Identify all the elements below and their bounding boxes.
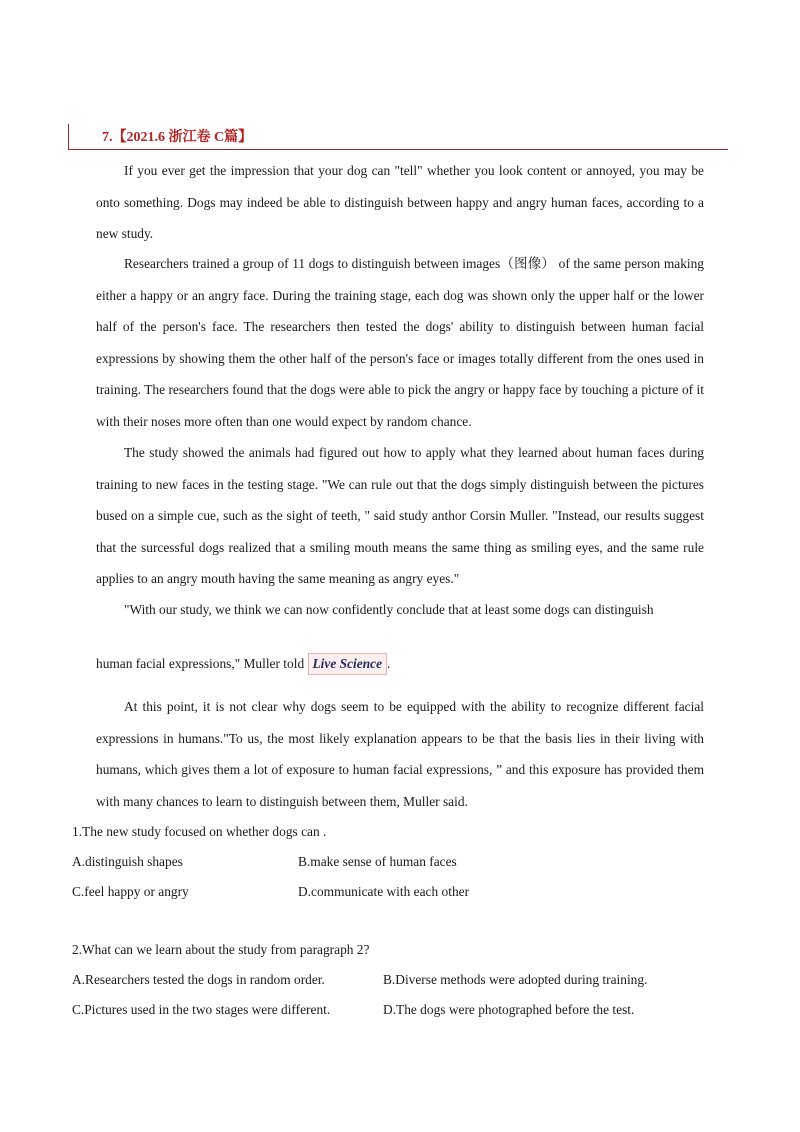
header-left-rule (68, 124, 69, 150)
paragraph-4-line-2 (96, 648, 704, 680)
question-1-option-a[interactable]: A.distinguish shapes (72, 854, 183, 869)
question-1-option-c[interactable]: C.feel happy or angry (72, 884, 189, 899)
question-2-option-a[interactable]: A.Researchers tested the dogs in random order. (72, 972, 325, 987)
question-2-stem: 2.What can we learn about the study from paragraph 2? (72, 942, 370, 957)
question-1-option-d[interactable]: D.communicate with each other (298, 884, 470, 899)
passage-paragraph-1: If you ever get the impression that your dog can "tell" whether you look content or annoyed, you may be onto something. Dogs may indeed be able to distinguish between happy and angry human faces, according to a new study. (96, 163, 704, 242)
question-2-option-c[interactable]: C.Pictures used in the two stages were different. (72, 1002, 331, 1017)
paragraph-4-prefix: human facial expressions," Muller told (96, 655, 308, 671)
source-tag-live-science: Live Science (308, 653, 388, 675)
question-2-option-d[interactable]: D.The dogs were photographed before the test. (383, 1002, 635, 1017)
header-bottom-rule (68, 149, 728, 150)
question-title: 7.【2021.6 浙江卷 C篇】 (102, 130, 253, 145)
passage-paragraph-2: Researchers trained a group of 11 dogs to distinguish between images（图像） of the same person making either a happy or an angry face. During the training stage, each dog was shown only the upper half or the lower half of the person's face. The researchers then tested the dogs' ability to distinguish between human facial expressions by showing them the other half of the person's face or images totally different from the ones used in training. The researchers found that the dogs were able to pick the angry or happy face by touching a picture of it with their noses more often than one would expect by random chance. (96, 256, 704, 429)
passage-paragraph-5: At this point, it is not clear why dogs seem to be equipped with the ability to recognize different facial expressions in humans."To us, the most likely explanation appears to be that the basis lies in their living with humans, which gives them a lot of exposure to human facial expressions, ” and this exposure has provided them with many chances to learn to distinguish between them, Muller said. (96, 699, 704, 809)
question-header (68, 124, 728, 150)
question-1-option-b[interactable]: B.make sense of human faces (298, 854, 457, 869)
paragraph-4-suffix: . (387, 655, 391, 671)
question-1-stem: 1.The new study focused on whether dogs can . (72, 824, 327, 839)
passage-paragraph-3: The study showed the animals had figured out how to apply what they learned about human faces during training to new faces in the testing stage. "We can rule out that the dogs simply distinguish between the pictures bused on a simple cue, such as the sight of teeth, " said study anthor Corsin Muller. "Instead, our results suggest that the surcessful dogs realized that a smiling mouth means the same thing as smiling eyes, and the same rule applies to an angry mouth having the same meaning as angry eyes." (96, 445, 704, 587)
passage-paragraph-4 (96, 594, 704, 679)
question-2-option-b[interactable]: B.Diverse methods were adopted during training. (383, 972, 648, 987)
paragraph-4-line-1: "With our study, we think we can now confidently conclude that at least some dogs can distinguish (124, 602, 654, 617)
